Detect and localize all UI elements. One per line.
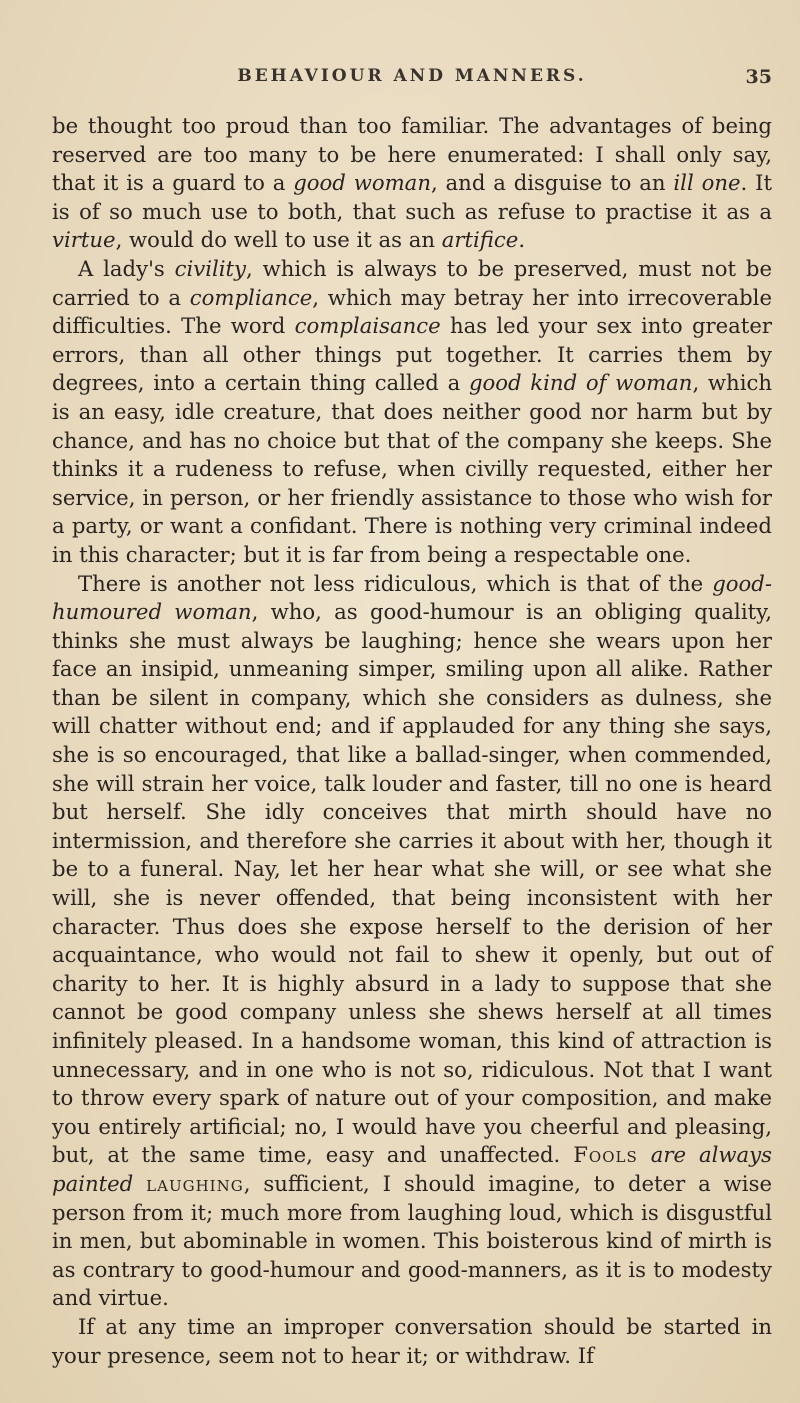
text-run: . It is of so much use to both, that such as refuse to practise it as a (52, 170, 772, 224)
running-title: BEHAVIOUR AND MANNERS. (237, 66, 587, 86)
italic-phrase: artifice (441, 227, 519, 253)
text-run: , would do well to use it as an (115, 227, 442, 253)
text-run: , which may betray her into irrecoverable difficulties. The word (52, 284, 772, 339)
paragraph (52, 255, 772, 570)
text-run: There is another not less ridiculous, which is that of the (78, 570, 713, 596)
italic-phrase: good woman (293, 170, 431, 196)
text-run: , who, as good-humour is an obliging quality, thinks she must always be laughing; hence she wears upon her face an insipid, unmeaning simper, smiling upon all alike. Rather than be silent in company, which she considers as dulness, she will chatter without end; and if applauded for any thing she says, she is so encouraged, that like a ballad-singer, when commended, she will strain her voice, talk louder and faster, till no one is heard but herself. She idly conceives that mirth should have no intermission, and therefore she carries it about with her, though it be to a funeral. Nay, let her hear what she will, or see what she will, she is never offended, that being inconsistent with her character. Thus does she expose herself to the derision of her acquaintance, who would not fail to shew it openly, but out of charity to her. It is highly absurd in a lady to suppose that she cannot be good company unless she shews herself at all times infinitely pleased. In a handsome woman, this kind of attraction is unnecessary, and in one who is not so, ridiculous. Not that I want to throw every spark of nature out of your composition, and make you entirely artificial; no, I would have you cheerful and pleasing, but, at the same time, easy and unaffected. (52, 599, 772, 1168)
italic-phrase: are always painted (52, 1142, 772, 1196)
italic-phrase: good kind of woman (468, 370, 693, 396)
text-run: , and a disguise to an (430, 170, 674, 196)
text-run: be thought too proud than too familiar. The advantages of being reserved are too many to be here enumerated: I shall only say, that it is a guard to a (52, 113, 772, 196)
text-run: , which is an easy, idle creature, that does neither good nor harm but by chance, and has no choice but that of the company she keeps. She thinks it a rudeness to refuse, when civilly requested, either her service, in person, or her friendly assistance to those who wish for a party, or want a confidant. There is nothing very criminal indeed in this character; but it is far from being a respectable one. (52, 370, 772, 567)
italic-phrase: good-humoured woman (52, 570, 772, 625)
italic-phrase: compliance (189, 284, 313, 310)
text-run: A lady's (78, 255, 175, 281)
body-text (52, 112, 772, 1370)
text-run: has led your sex into greater errors, than all other things put together. It carries them by degrees, into a certain thing called a (52, 313, 772, 396)
small-caps-phrase: laughing (146, 1170, 244, 1196)
italic-phrase: virtue (52, 227, 116, 253)
text-run (133, 1171, 146, 1196)
text-run: , sufficient, I should imagine, to deter a wise person from it; much more from laughing loud, which is disgustful in men, but abominable in women. This boisterous kind of mirth is as contrary to good-humour and good-manners, as it is to modesty and virtue. (52, 1170, 772, 1311)
page-number: 35 (745, 66, 772, 88)
text-run: If at any time an improper conversation should be started in your presence, seem not to hear it; or withdraw. If (52, 1313, 772, 1368)
paragraph (52, 112, 772, 255)
italic-phrase: civility (174, 255, 247, 281)
paragraph (52, 570, 772, 1313)
text-run (638, 1142, 651, 1167)
text-run: . (518, 227, 526, 253)
italic-phrase: complaisance (294, 313, 441, 339)
running-head (52, 66, 772, 96)
italic-phrase: ill one (673, 170, 741, 196)
text-run: , which is always to be preserved, must not be carried to a (52, 255, 772, 310)
small-caps-phrase: Fools (573, 1142, 638, 1168)
paragraph (52, 1313, 772, 1370)
